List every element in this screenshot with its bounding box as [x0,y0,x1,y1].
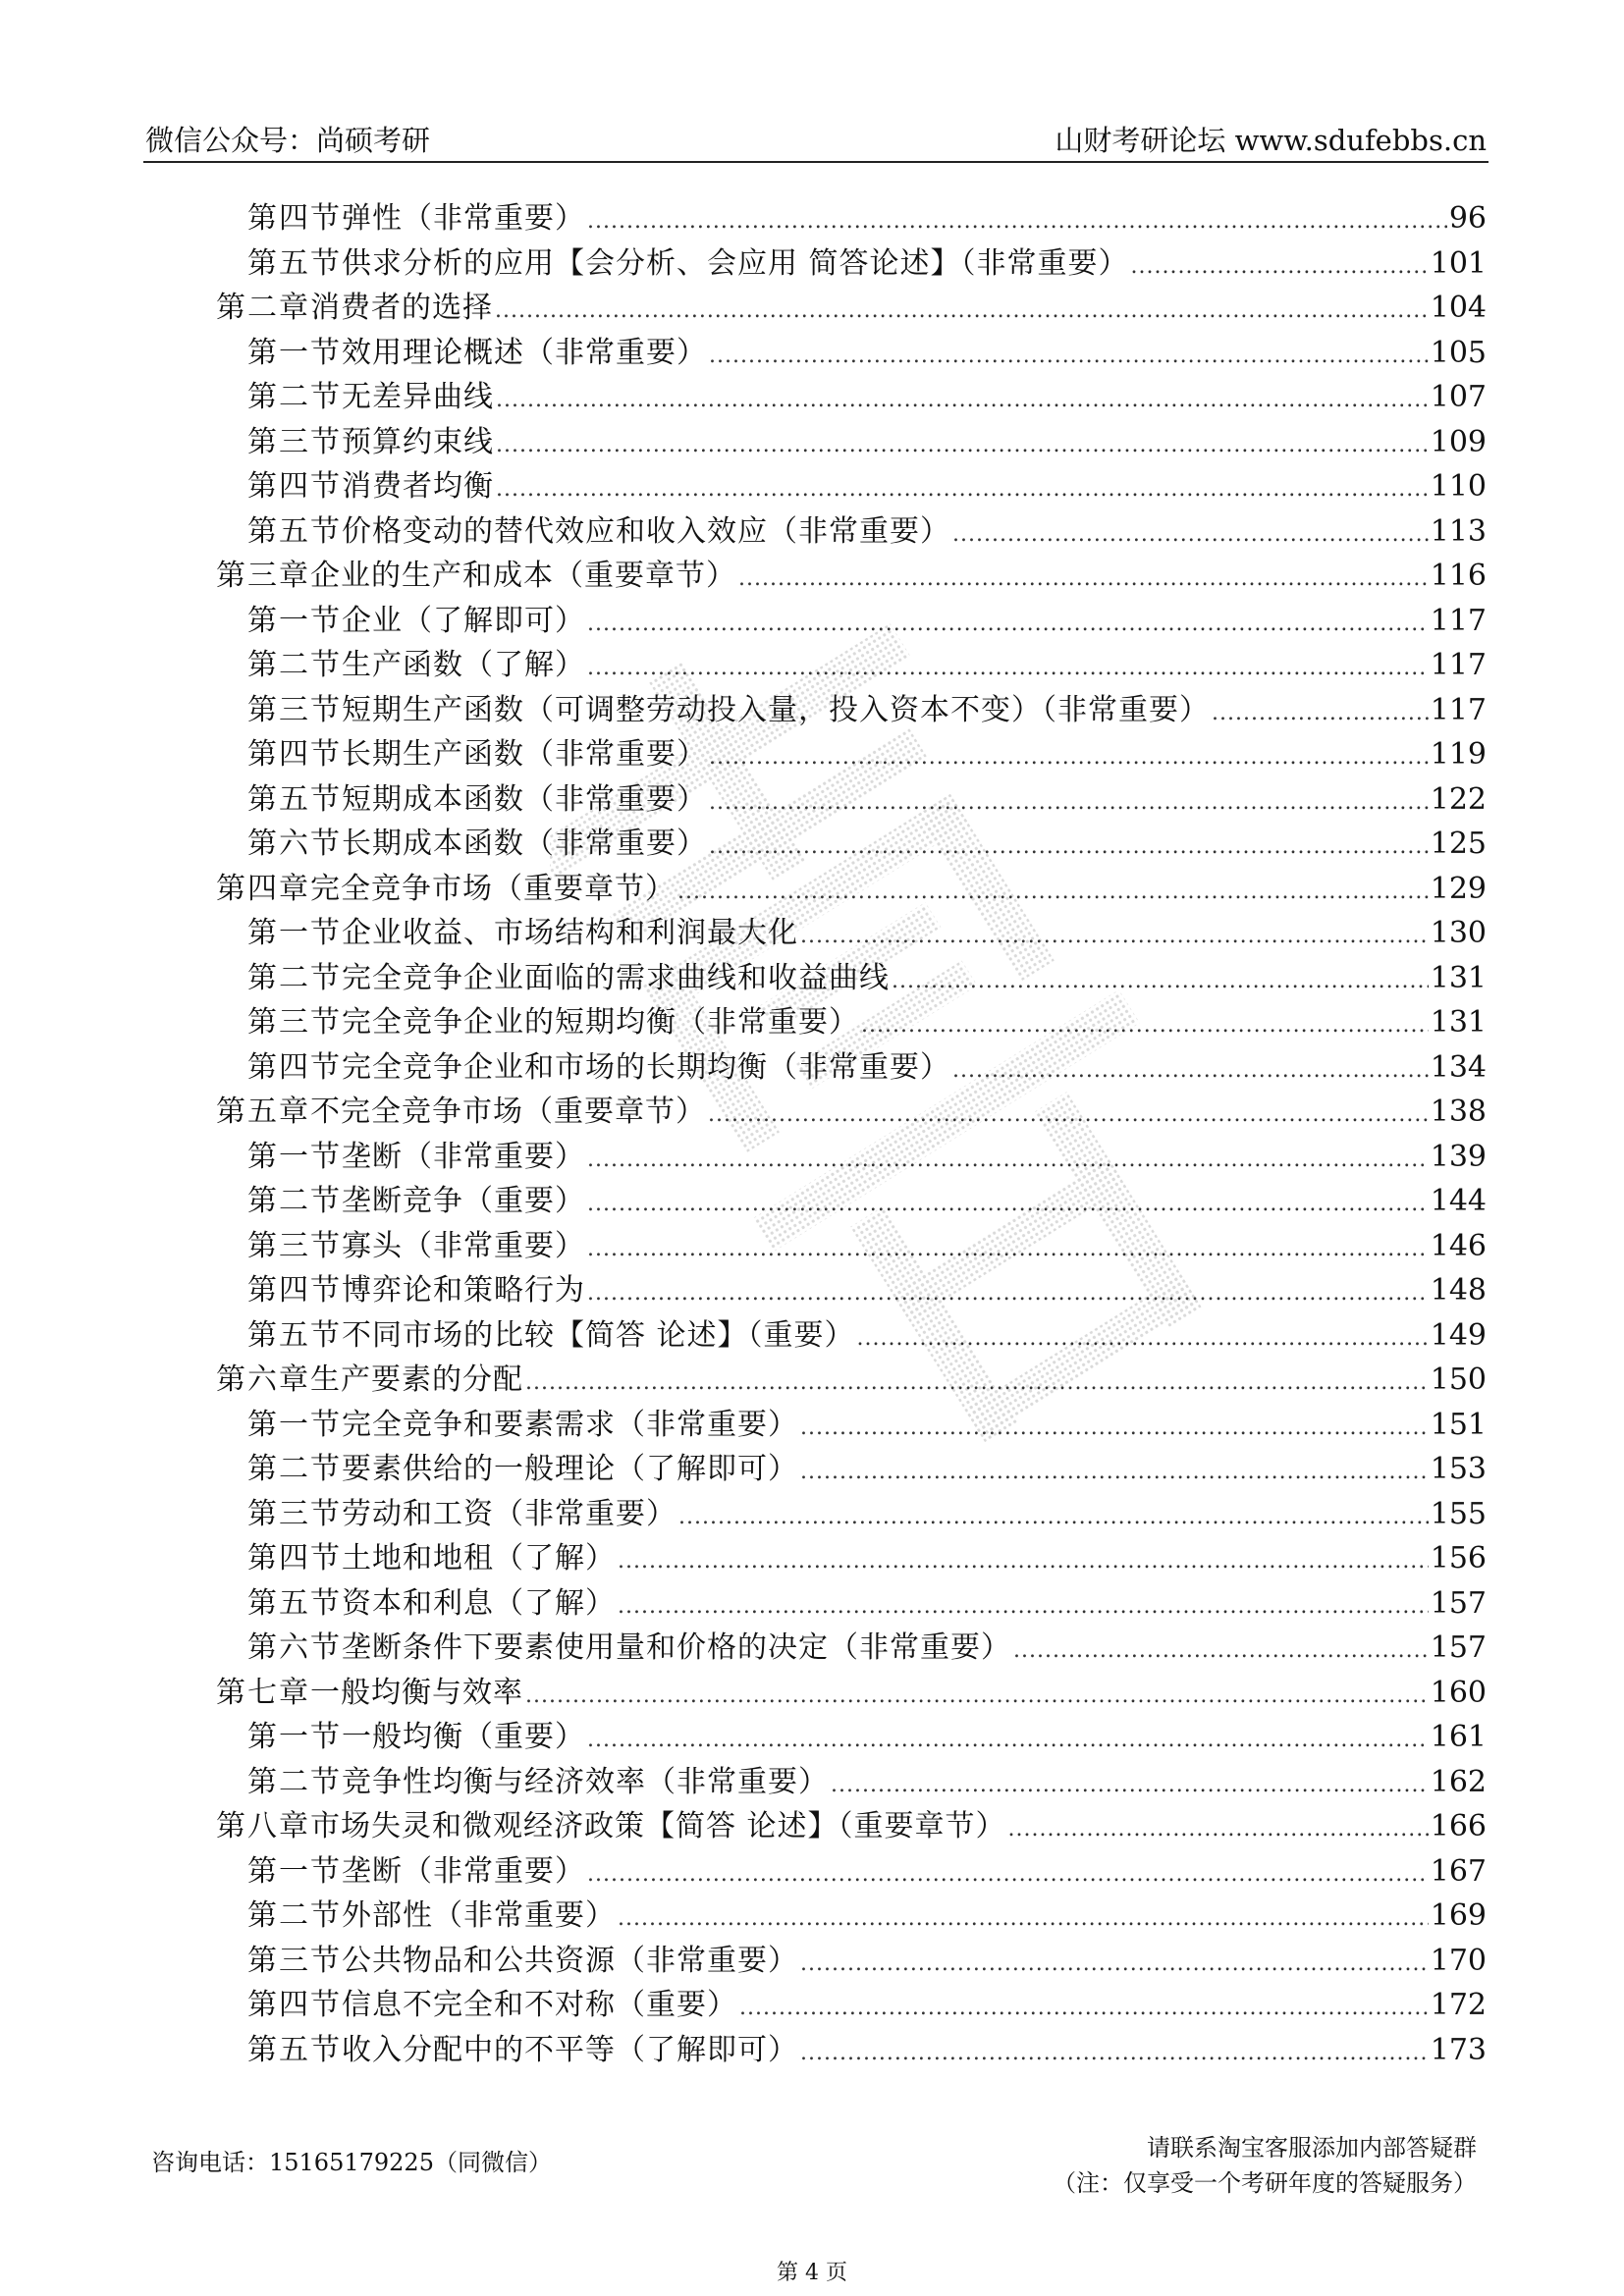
toc-entry-title: 市场失灵和微观经济政策【简答 论述】（重要章节） [310,1809,1006,1843]
toc-entry-number: 第三节 [247,1943,342,1978]
toc-entry-title: 供求分析的应用【会分析、会应用 简答论述】（非常重要） [342,245,1129,281]
toc-entry-title: 垄断（非常重要） [342,1853,585,1889]
toc-entry-page: 104 [1430,291,1487,325]
toc-entry-number: 第二节 [247,960,342,995]
toc-entry-title: 完全竞争企业和市场的长期均衡（非常重要） [342,1049,950,1085]
toc-entry-number: 第八章 [216,1809,310,1843]
toc-entry [216,1358,1487,1402]
toc-dot-leader [587,199,1447,243]
toc-entry-page: 166 [1430,1809,1487,1843]
toc-entry-page: 139 [1430,1139,1487,1174]
toc-entry-number: 第一节 [247,603,342,638]
toc-entry-number: 第三节 [247,692,342,727]
toc-entry-number: 第一节 [247,1720,342,1754]
toc-entry-title: 生产要素的分配 [310,1362,523,1397]
toc-entry-title: 公共物品和公共资源（非常重要） [342,1943,798,1978]
toc-dot-leader [800,2031,1429,2075]
toc-dot-leader [800,1406,1429,1450]
toc-dot-leader [587,1182,1429,1226]
toc-entry-title: 价格变动的替代效应和收入效应（非常重要） [342,513,950,549]
toc-entry-number: 第四节 [247,201,342,236]
toc-entry-number: 第四节 [247,1273,342,1308]
toc-entry-number: 第四节 [247,1541,342,1575]
toc-dot-leader [496,423,1429,467]
toc-entry-title: 要素供给的一般理论（了解即可） [342,1452,798,1486]
toc-entry-number: 第五章 [216,1095,310,1129]
toc-entry-page: 119 [1430,737,1487,772]
toc-entry-number: 第二节 [247,1764,342,1799]
toc-entry-title: 收入分配中的不平等（了解即可） [342,2032,798,2067]
toc-entry-number: 第二节 [247,1452,342,1486]
page-number: 第 4 页 [777,2261,847,2285]
footer-note-line2: （注：仅享受一个考研年度的答疑服务） [1053,2169,1477,2197]
toc-dot-leader [495,289,1429,333]
header-left-text: 微信公众号：尚硕考研 [145,124,431,157]
toc-entry-number: 第三节 [247,1496,342,1531]
toc-dot-leader [587,1852,1429,1896]
toc-dot-leader [892,959,1429,1003]
toc-dot-leader [587,1718,1429,1762]
toc-entry [247,1403,1487,1447]
toc-entry-page: 117 [1430,603,1487,638]
toc-entry-page: 134 [1430,1049,1487,1085]
toc-entry-page: 155 [1430,1496,1487,1531]
toc-entry-number: 第四节 [247,1049,342,1085]
toc-dot-leader [618,1539,1429,1583]
toc-entry-number: 第一节 [247,1407,342,1442]
toc-entry-title: 生产函数（了解） [342,648,585,682]
toc-entry [247,1849,1487,1894]
toc-dot-leader [677,870,1429,914]
toc-entry-title: 效用理论概述（非常重要） [342,335,707,370]
toc-entry-page: 109 [1430,424,1487,459]
toc-entry-page: 117 [1430,648,1487,682]
toc-entry-number: 第四节 [247,1988,342,2022]
toc-entry [247,1224,1487,1268]
toc-entry-number: 第二节 [247,648,342,682]
toc-entry-page: 101 [1430,245,1487,281]
page-header [145,110,1487,165]
toc-entry [247,1983,1487,2027]
toc-entry-page: 144 [1430,1184,1487,1218]
toc-entry [247,1000,1487,1044]
toc-entry-number: 第二节 [247,380,342,414]
toc-entry-title: 信息不完全和不对称（重要） [342,1988,737,2022]
toc-entry-page: 113 [1430,513,1487,549]
toc-dot-leader [800,1450,1429,1494]
toc-entry [247,1179,1487,1223]
toc-dot-leader [587,1138,1429,1182]
toc-entry-title: 消费者的选择 [310,291,493,325]
toc-dot-leader [1212,691,1429,735]
toc-entry-title: 短期生产函数（可调整劳动投入量，投入资本不变）（非常重要） [342,692,1210,727]
toc-entry-number: 第二节 [247,1898,342,1933]
toc-entry [247,956,1487,1000]
toc-entry [247,241,1487,286]
toc-entry-title: 预算约束线 [342,424,494,459]
toc-entry-page: 131 [1430,960,1487,995]
toc-entry-page: 129 [1430,871,1487,906]
toc-entry-number: 第六章 [216,1362,310,1397]
toc-entry-number: 第三章 [216,559,310,593]
toc-entry-title: 不同市场的比较【简答 论述】（重要） [342,1317,855,1353]
toc-entry-page: 150 [1430,1362,1487,1397]
toc-dot-leader [800,914,1429,958]
toc-entry-title: 长期生产函数（非常重要） [342,737,707,772]
toc-entry [247,420,1487,464]
toc-entry-number: 第四节 [247,737,342,772]
toc-dot-leader [587,602,1429,646]
toc-entry-page: 157 [1430,1585,1487,1621]
toc-entry [247,1447,1487,1491]
toc-entry-page: 122 [1430,781,1487,817]
toc-entry [247,732,1487,776]
toc-entry-number: 第五节 [247,245,342,281]
toc-entry-title: 垄断（非常重要） [342,1139,585,1174]
toc-entry-page: 156 [1430,1541,1487,1575]
toc-entry [247,2028,1487,2072]
toc-entry-page: 148 [1430,1273,1487,1308]
toc-entry [247,1894,1487,1938]
toc-entry [247,375,1487,419]
toc-entry-title: 完全竞争企业面临的需求曲线和收益曲线 [342,960,890,995]
toc-entry-page: 162 [1430,1764,1487,1799]
toc-entry-title: 寡头（非常重要） [342,1228,585,1263]
toc-entry-page: 161 [1430,1720,1487,1754]
toc-entry [247,1939,1487,1983]
toc-entry [247,911,1487,955]
toc-entry-number: 第一节 [247,335,342,370]
toc-entry [216,1090,1487,1134]
toc-entry-number: 第六节 [247,827,342,861]
toc-entry-title: 资本和利息（了解） [342,1585,616,1621]
toc-entry [216,867,1487,911]
toc-dot-leader [709,735,1429,779]
toc-entry-number: 第五节 [247,1585,342,1621]
toc-entry-title: 长期成本函数（非常重要） [342,827,707,861]
toc-dot-leader [709,334,1429,378]
toc-entry-number: 第六节 [247,1630,342,1665]
toc-dot-leader [496,467,1429,511]
toc-entry-title: 垄断竞争（重要） [342,1184,585,1218]
toc-entry [247,1045,1487,1090]
toc-entry [216,286,1487,330]
footer-contact: 咨询电话：15165179225（同微信） [151,2149,552,2176]
toc-entry-page: 117 [1430,692,1487,727]
toc-entry-page: 149 [1430,1317,1487,1353]
toc-entry [247,1313,1487,1358]
toc-dot-leader [708,1093,1429,1137]
toc-entry-title: 完全竞争和要素需求（非常重要） [342,1407,798,1442]
toc-entry-page: 96 [1448,201,1487,236]
toc-entry-number: 第三节 [247,1228,342,1263]
toc-entry [216,1804,1487,1848]
toc-entry-title: 劳动和工资（非常重要） [342,1496,677,1531]
toc-entry [247,464,1487,508]
toc-dot-leader [709,780,1429,825]
toc-dot-leader [496,378,1429,422]
toc-entry-title: 企业收益、市场结构和利润最大化 [342,916,798,950]
toc-entry-number: 第七章 [216,1675,310,1710]
toc-entry [247,1760,1487,1804]
toc-dot-leader [738,557,1429,601]
toc-entry-title: 企业的生产和成本（重要章节） [310,559,736,593]
toc-entry-page: 107 [1430,380,1487,414]
toc-entry-number: 第一节 [247,916,342,950]
toc-dot-leader [952,512,1429,557]
toc-entry-number: 第五节 [247,1317,342,1353]
toc-entry-page: 153 [1430,1452,1487,1486]
toc-dot-leader [709,825,1429,869]
toc-dot-leader [1008,1807,1429,1851]
toc-dot-leader [857,1316,1429,1361]
toc-entry [247,1135,1487,1179]
toc-entry-title: 完全竞争企业的短期均衡（非常重要） [342,1005,859,1040]
toc-entry-page: 125 [1430,827,1487,861]
toc-entry-page: 173 [1430,2032,1487,2067]
toc-entry-number: 第二节 [247,1184,342,1218]
toc-entry [247,1715,1487,1759]
toc-entry-number: 第三节 [247,1005,342,1040]
toc-dot-leader [800,1942,1429,1986]
toc-entry-page: 105 [1430,335,1487,370]
toc-entry-title: 无差异曲线 [342,380,494,414]
toc-dot-leader [739,1986,1429,2030]
toc-entry [247,196,1487,240]
toc-entry-page: 151 [1430,1407,1487,1442]
toc-entry-number: 第五节 [247,2032,342,2067]
toc-entry-number: 第五节 [247,513,342,549]
header-right-text: 山财考研论坛 www.sdufebbs.cn [1055,124,1487,157]
toc-dot-leader [618,1896,1429,1941]
toc-entry-page: 172 [1430,1988,1487,2022]
toc-entry-number: 第三节 [247,424,342,459]
header-rule [143,161,1489,163]
toc-entry-page: 170 [1430,1943,1487,1978]
toc-dot-leader [678,1495,1429,1539]
toc-entry-number: 第一节 [247,1139,342,1174]
toc-entry-number: 第一节 [247,1853,342,1889]
toc-entry-number: 第四章 [216,871,310,906]
toc-entry-page: 157 [1430,1630,1487,1665]
toc-entry-page: 130 [1430,916,1487,950]
toc-dot-leader [618,1584,1429,1629]
toc-dot-leader [831,1763,1429,1807]
toc-entry [247,1626,1487,1670]
toc-entry [247,1536,1487,1580]
toc-entry-title: 完全竞争市场（重要章节） [310,871,676,906]
toc-dot-leader [1131,244,1429,289]
toc-dot-leader [525,1361,1429,1405]
toc-entry-title: 垄断条件下要素使用量和价格的决定（非常重要） [342,1630,1011,1665]
toc-entry-page: 131 [1430,1005,1487,1040]
toc-entry-title: 企业（了解即可） [342,603,585,638]
toc-entry-title: 弹性（非常重要） [342,201,585,236]
toc-dot-leader [1013,1629,1429,1673]
toc-dot-leader [587,646,1429,690]
toc-entry-page: 160 [1430,1675,1487,1710]
toc-entry-number: 第四节 [247,469,342,504]
toc-dot-leader [952,1048,1429,1093]
toc-dot-leader [587,1271,1429,1315]
toc-dot-leader [861,1003,1429,1047]
toc-entry-page: 138 [1430,1095,1487,1129]
toc-entry-page: 110 [1430,469,1487,504]
toc-entry-page: 169 [1430,1898,1487,1933]
toc-entry [247,643,1487,687]
toc-entry [247,509,1487,554]
toc-entry-title: 短期成本函数（非常重要） [342,781,707,817]
toc-dot-leader [587,1227,1429,1271]
toc-entry [247,688,1487,732]
toc-entry-title: 消费者均衡 [342,469,494,504]
toc-entry-page: 146 [1430,1228,1487,1263]
toc-entry-title: 不完全竞争市场（重要章节） [310,1095,706,1129]
toc-entry-page: 167 [1430,1853,1487,1889]
toc-entry-title: 竞争性均衡与经济效率（非常重要） [342,1764,829,1799]
toc-entry [247,1581,1487,1626]
toc-entry-number: 第二章 [216,291,310,325]
toc-entry [247,599,1487,643]
toc-entry [247,1268,1487,1312]
toc-entry [247,331,1487,375]
toc-entry [216,1671,1487,1715]
toc-entry-page: 116 [1430,559,1487,593]
toc-entry [247,1492,1487,1536]
toc-entry [247,777,1487,822]
toc-entry-title: 一般均衡与效率 [310,1675,523,1710]
toc-entry-number: 第五节 [247,781,342,817]
toc-dot-leader [525,1674,1429,1718]
toc-entry [216,554,1487,598]
footer-note-line1: 请联系淘宝客服添加内部答疑群 [1147,2134,1477,2162]
toc-entry-title: 博弈论和策略行为 [342,1273,585,1308]
toc-entry-title: 外部性（非常重要） [342,1898,616,1933]
toc-entry-title: 土地和地租（了解） [342,1541,616,1575]
toc-entry-title: 一般均衡（重要） [342,1720,585,1754]
footer-note [1053,2130,1477,2201]
toc-entry [247,822,1487,866]
